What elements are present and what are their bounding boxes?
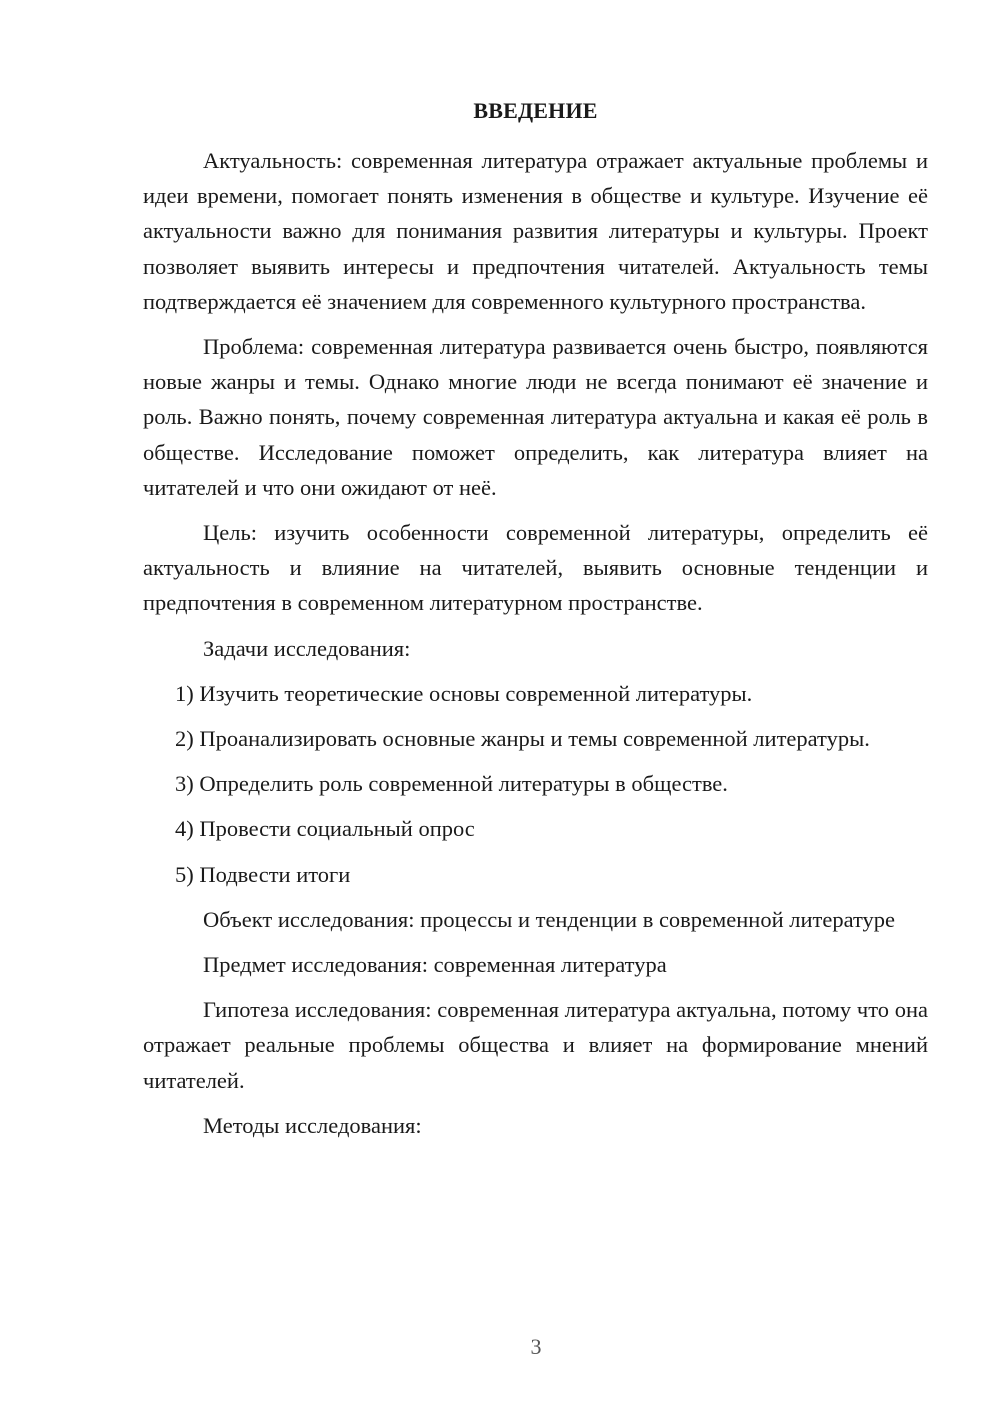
paragraph-object: Объект исследования: процессы и тенденции в современной литературе bbox=[203, 906, 896, 932]
task-item-2: 2) Проанализировать основные жанры и темы современной литературы. bbox=[175, 726, 870, 752]
methods-title: Методы исследования: bbox=[203, 1112, 422, 1138]
section-heading: ВВЕДЕНИЕ bbox=[473, 98, 598, 123]
tasks-title: Задачи исследования: bbox=[203, 635, 411, 661]
task-item-4: 4) Провести социальный опрос bbox=[175, 816, 475, 842]
document-body bbox=[143, 143, 928, 1153]
task-item-3: 3) Определить роль современной литературы в обществе. bbox=[175, 771, 728, 797]
paragraph-problem: Проблема: современная литература развивается очень быстро, появляются новые жанры и темы. Однако многие люди не всегда понимают её значение и роль. Важно понять, почему современная литература актуальна и какая её роль в обществе. Исследование поможет определить, как литература влияет на читателей и что они ожидают от неё. bbox=[143, 334, 928, 500]
page-number: 3 bbox=[530, 1334, 542, 1359]
task-item-5: 5) Подвести итоги bbox=[175, 861, 351, 887]
task-item-1: 1) Изучить теоретические основы современной литературы. bbox=[175, 680, 753, 706]
paragraph-goal: Цель: изучить особенности современной литературы, определить её актуальность и влияние на читателей, выявить основные тенденции и предпочтения в современном литературном пространстве. bbox=[143, 520, 928, 616]
paragraph-relevance: Актуальность: современная литература отражает актуальные проблемы и идеи времени, помогает понять изменения в обществе и культуре. Изучение её актуальности важно для понимания развития литературы и культуры. Проект позволяет выявить интересы и предпочтения читателей. Актуальность темы подтверждается её значением для современного культурного пространства. bbox=[143, 148, 928, 314]
paragraph-subject: Предмет исследования: современная литература bbox=[203, 952, 667, 978]
paragraph-hypothesis: Гипотеза исследования: современная литература актуальна, потому что она отражает реальные проблемы общества и влияет на формирование мнений читателей. bbox=[143, 997, 928, 1093]
